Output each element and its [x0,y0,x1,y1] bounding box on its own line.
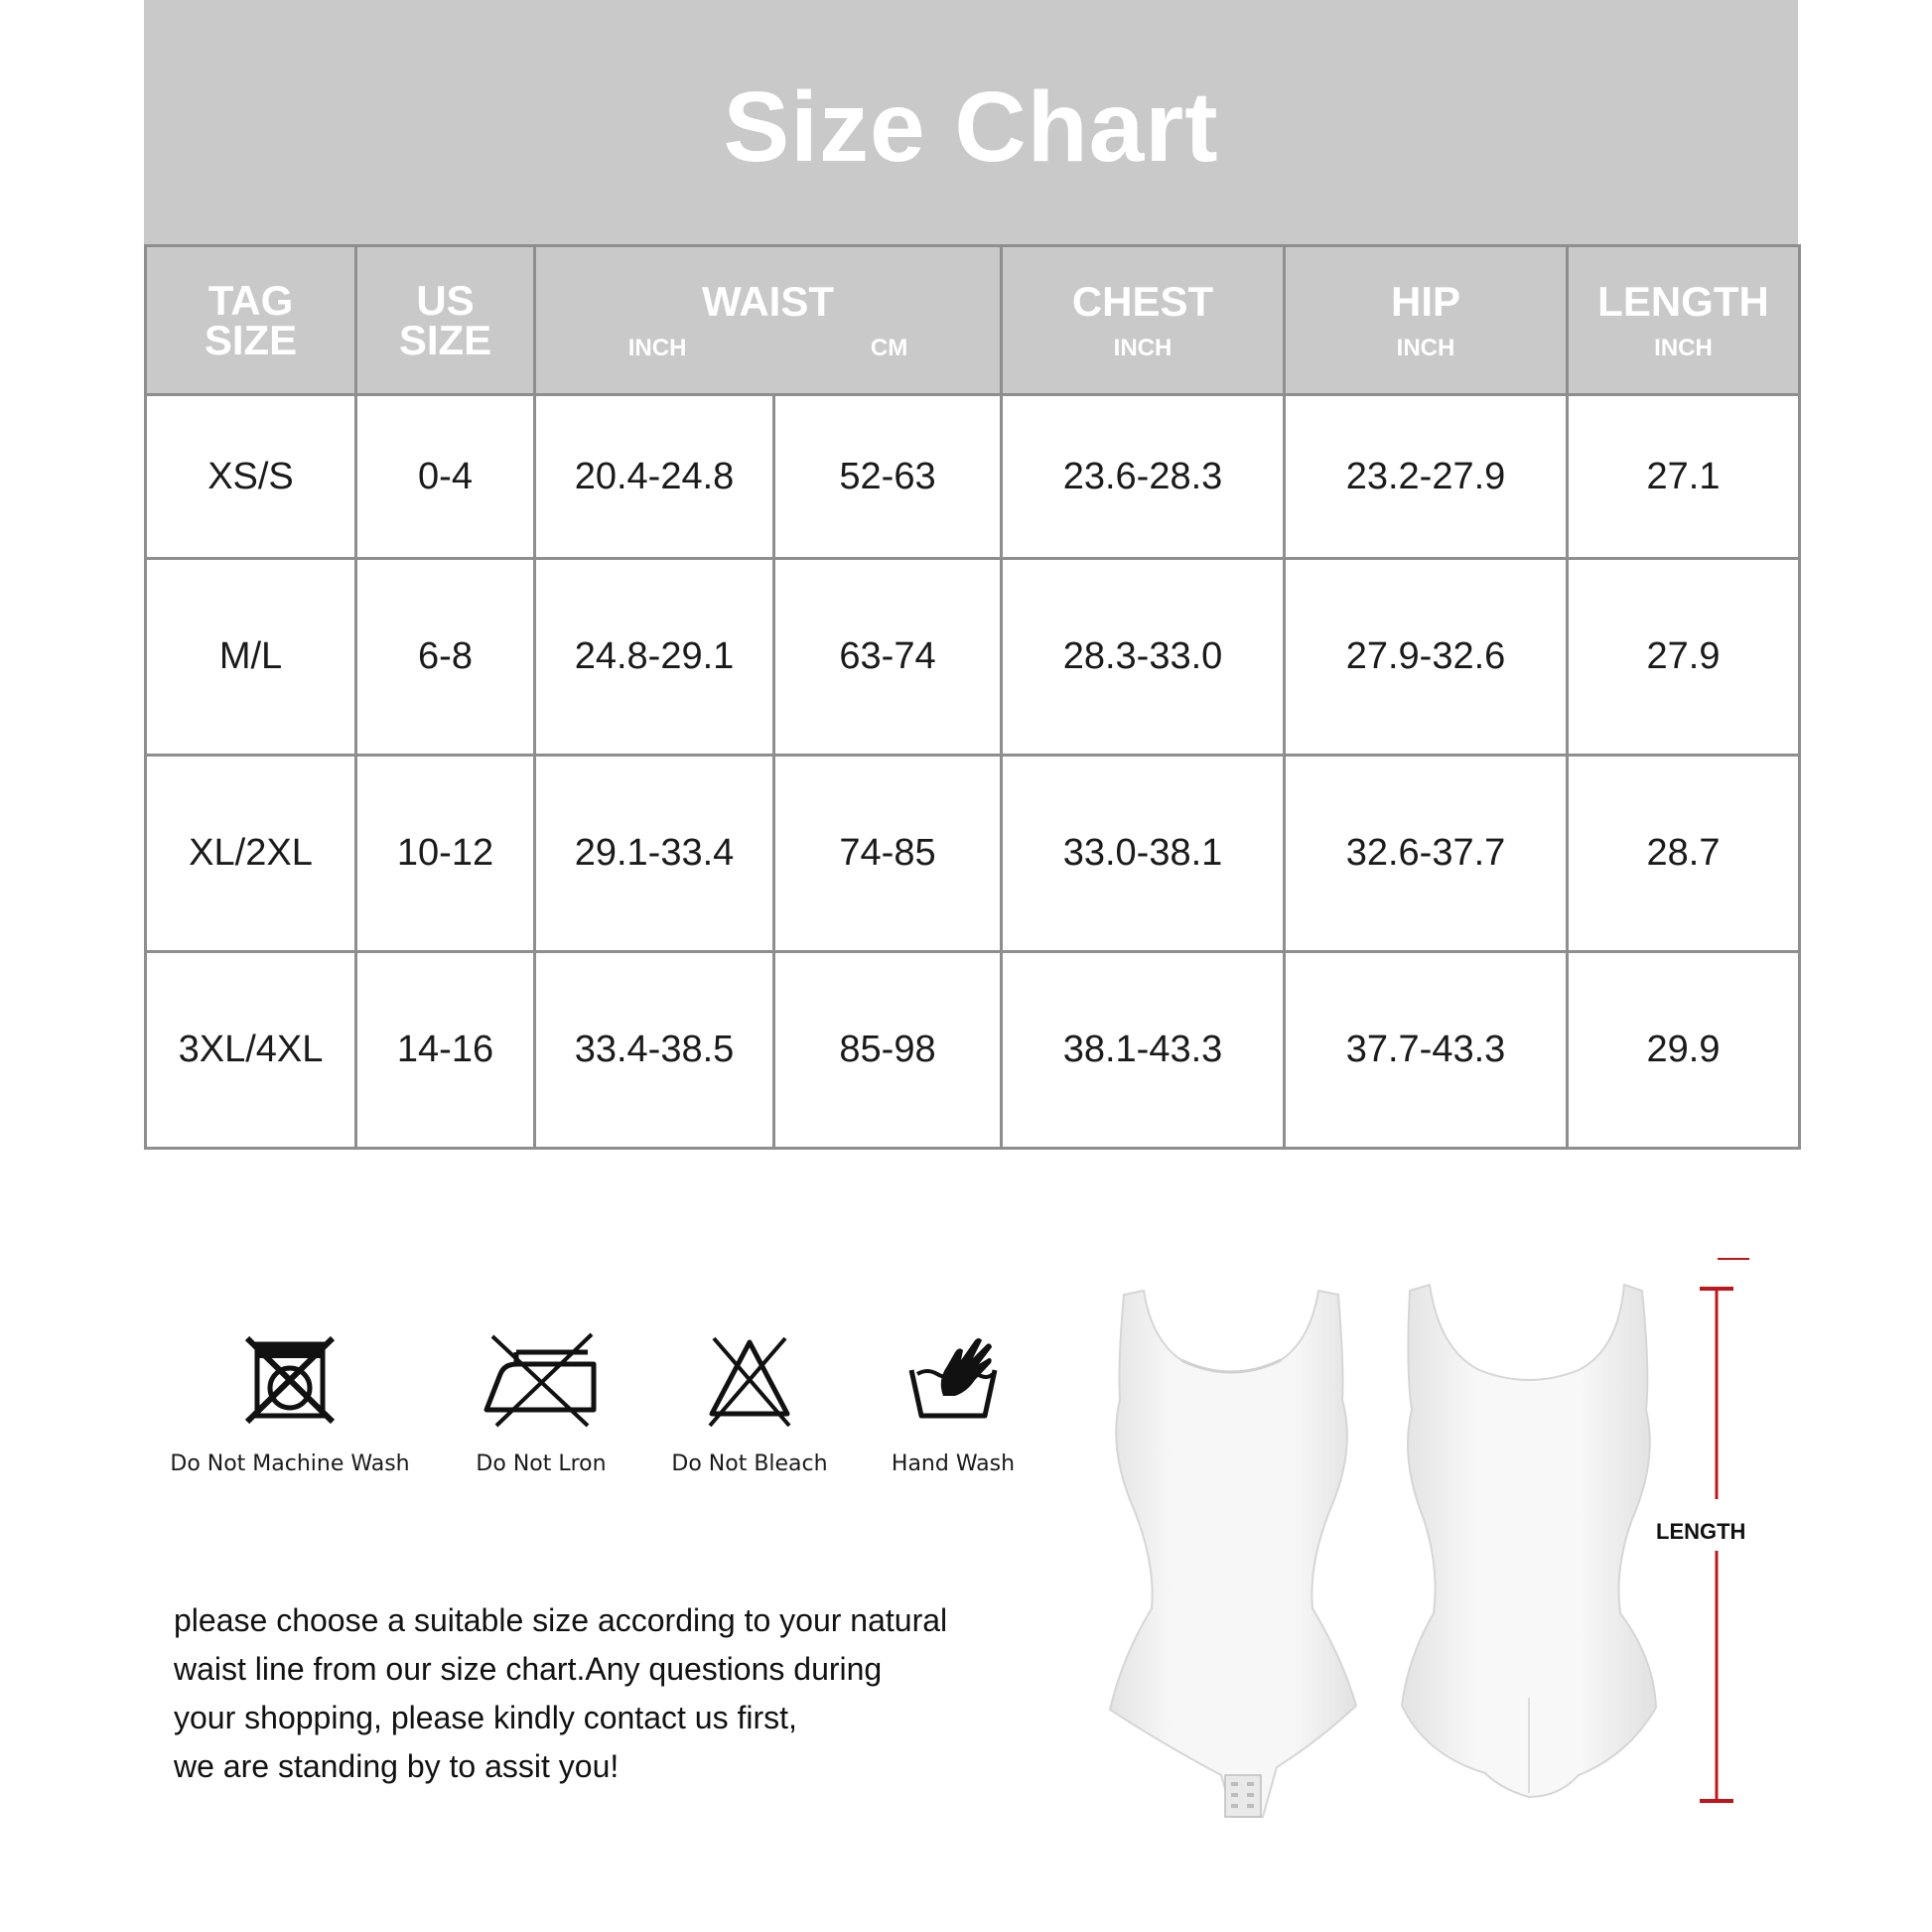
cell-chest: 33.0-38.1 [1002,756,1285,952]
title-banner [144,0,1798,244]
cell-hip: 32.6-37.7 [1285,756,1568,952]
length-label: LENGTH [1656,1519,1746,1544]
cell-waist-inch: 20.4-24.8 [535,395,774,559]
care-label: Do Not Bleach [671,1451,828,1476]
cell-waist-cm: 52-63 [774,395,1002,559]
care-item-machine-wash [161,1330,419,1476]
header-tag-size: TAG SIZE [146,246,356,395]
bodysuit-front-image [1082,1281,1380,1827]
note-line: waist line from our size chart.Any questions during [174,1651,883,1687]
header-chest: CHEST INCH [1002,246,1285,395]
size-advice-note [174,1596,1067,1791]
cell-waist-inch: 24.8-29.1 [535,559,774,756]
cell-length: 29.9 [1568,952,1800,1149]
cell-waist-cm: 74-85 [774,756,1002,952]
cell-length: 28.7 [1568,756,1800,952]
note-line: we are standing by to assit you! [174,1748,620,1784]
table-header-row [146,246,1800,395]
cell-tag-size: XL/2XL [146,756,356,952]
care-label: Hand Wash [891,1451,1016,1476]
cell-waist-inch: 33.4-38.5 [535,952,774,1149]
do-not-iron-icon [477,1330,606,1430]
cell-us-size: 6-8 [356,559,535,756]
size-table [144,244,1801,1150]
cell-tag-size: XS/S [146,395,356,559]
care-label: Do Not Machine Wash [170,1451,410,1476]
care-item-hand-wash [824,1330,1082,1476]
cell-chest: 38.1-43.3 [1002,952,1285,1149]
table-row [146,559,1800,756]
header-us-size: US SIZE [356,246,535,395]
header-waist: WAIST INCH CM [535,246,1002,395]
cell-waist-cm: 63-74 [774,559,1002,756]
table-row [146,756,1800,952]
do-not-bleach-icon [700,1330,799,1430]
cell-length: 27.9 [1568,559,1800,756]
cell-tag-size: M/L [146,559,356,756]
table-row [146,952,1800,1149]
cell-us-size: 0-4 [356,395,535,559]
cell-waist-inch: 29.1-33.4 [535,756,774,952]
cell-hip: 37.7-43.3 [1285,952,1568,1149]
page-title: Size Chart [723,70,1219,183]
cell-us-size: 14-16 [356,952,535,1149]
cell-chest: 28.3-33.0 [1002,559,1285,756]
header-waist-cm: CM [870,334,908,361]
cell-length: 27.1 [1568,395,1800,559]
hand-wash-icon [903,1330,1003,1430]
care-label: Do Not Lron [476,1451,607,1476]
header-waist-inch: INCH [627,334,687,361]
do-not-machine-wash-icon [235,1330,345,1430]
cell-chest: 23.6-28.3 [1002,395,1285,559]
cell-hip: 23.2-27.9 [1285,395,1568,559]
note-line: your shopping, please kindly contact us first, [174,1700,797,1735]
cell-us-size: 10-12 [356,756,535,952]
cell-waist-cm: 85-98 [774,952,1002,1149]
note-line: please choose a suitable size according to your natural [174,1602,948,1638]
table-row [146,395,1800,559]
cell-hip: 27.9-32.6 [1285,559,1568,756]
bodysuit-back-image [1390,1281,1668,1822]
cell-tag-size: 3XL/4XL [146,952,356,1149]
header-hip: HIP INCH [1285,246,1568,395]
header-length: LENGTH INCH [1568,246,1800,395]
